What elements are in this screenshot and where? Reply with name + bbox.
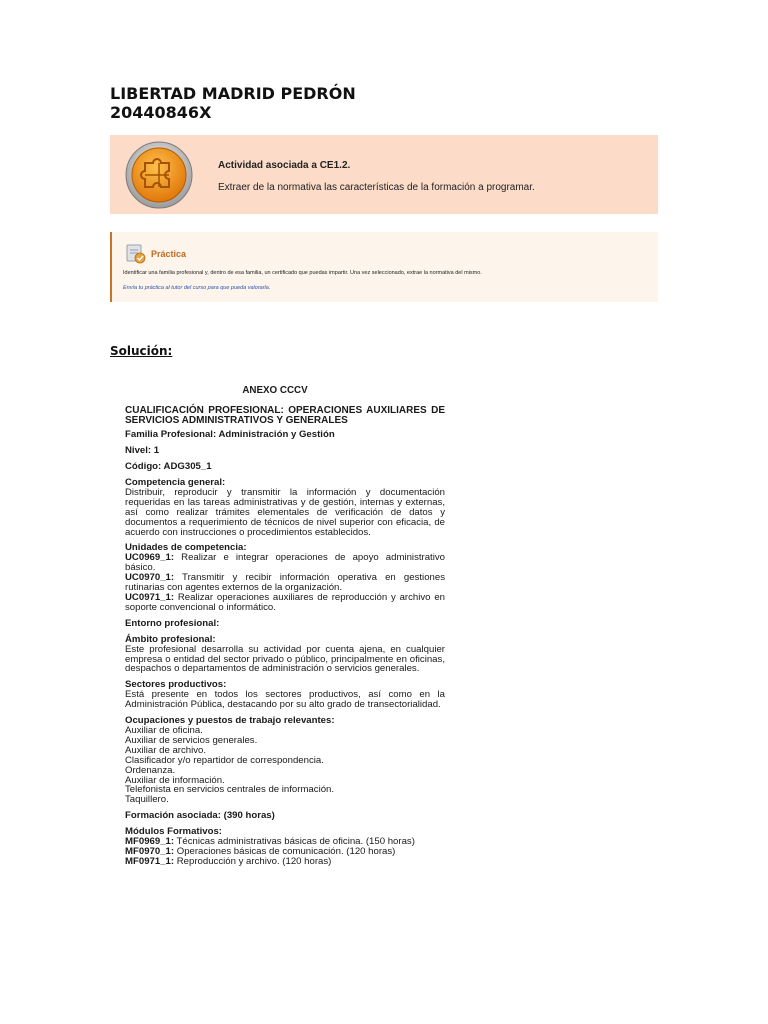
practice-check-icon [125,242,147,264]
occupation-item: Clasificador y/o repartidor de correspondencia. [125,754,324,766]
solution-heading: Solución: [110,344,173,358]
occupation-item: Auxiliar de oficina. [125,724,203,736]
unit-text: Transmitir y recibir información operativa en gestiones rutinarias con agentes externos de la organización. [125,572,445,594]
activity-title: Actividad asociada a CE1.2. [218,160,351,171]
sectors-text: Está presente en todos los sectores productivos, así como en la Administración Pública, destacando por su alto grado de transectorialidad. [125,689,445,711]
occupation-item: Auxiliar de archivo. [125,744,207,756]
training-hours: Formación asociada: (390 horas) [125,810,275,822]
modules-title: Módulos Formativos: [125,826,223,838]
occupation-item: Auxiliar de información. [125,774,225,786]
module-code: MF0969_1: [125,836,175,848]
unit-item [125,593,445,613]
unit-code: UC0971_1: [125,592,175,603]
module-text: Reproducción y archivo. (120 horas) [174,855,332,867]
unit-item [125,573,445,593]
practica-box [110,232,658,302]
student-id: 20440846X [110,103,212,122]
scope-title: Ámbito profesional: [125,633,216,645]
student-name: LIBERTAD MADRID PEDRÓN [110,84,356,103]
code-line: Código: ADG305_1 [125,461,212,473]
module-item [125,857,445,867]
unit-text: Realizar e integrar operaciones de apoyo administrativo básico. [125,552,445,574]
units-title: Unidades de competencia: [125,542,247,554]
level-line: Nivel: 1 [125,445,160,457]
activity-text: Extraer de la normativa las características de la formación a programar. [218,182,535,193]
unit-text: Realizar operaciones auxiliares de reproducción y archivo en soporte convencional o informático. [125,592,445,613]
unit-item [125,553,445,573]
module-text: Operaciones básicas de comunicación. (120 horas) [174,845,396,857]
module-text: Técnicas administrativas básicas de oficina. (150 horas) [174,836,415,848]
occupation-item: Ordenanza. [125,764,176,776]
annex-title: ANEXO CCCV [242,385,308,396]
sectors-title: Sectores productivos: [125,679,227,691]
occupations-title: Ocupaciones y puestos de trabajo relevantes: [125,715,335,727]
scope-text: Este profesional desarrolla su actividad por cuenta ajena, en cualquier empresa o entidad del sector privado o público, principalmente en oficinas, despachos o departamentos de administración o servicios generales. [125,643,445,675]
occupation-item: Telefonista en servicios centrales de información. [125,784,335,796]
occupation-item: Auxiliar de servicios generales. [125,734,258,746]
module-code: MF0970_1: [125,845,175,857]
activity-box [110,135,658,214]
occupation-item: Taquillero. [125,794,169,806]
competence-text: Distribuir, reproducir y transmitir la información y documentación requeridas en las tareas administrativas y de gestión, internas y externas, así como realizar trámites elementales de verificación de datos y documentos a requerimiento de técnicos de nivel superior con eficacia, de acuerdo con instrucciones o procedimientos establecidos. [125,486,445,538]
unit-code: UC0970_1: [125,572,175,584]
family-line: Familia Profesional: Administración y Gestión [125,429,335,441]
practica-text: Identificar una familia profesional y, dentro de esa familia, un certificado que puedas impartir. Una vez seleccionado, extrae la normativa del mismo. [123,270,482,276]
practica-link[interactable]: Envía tu práctica al tutor del curso para que pueda valorarla. [123,285,271,291]
puzzle-icon [125,141,193,209]
module-code: MF0971_1: [125,855,175,867]
practica-title: Práctica [151,249,187,259]
environment-title: Entorno profesional: [125,617,220,629]
qualification-title: CUALIFICACIÓN PROFESIONAL: OPERACIONES AUXILIARES DE SERVICIOS ADMINISTRATIVOS Y GENERALES [125,404,445,427]
student-header [110,84,356,122]
annex-scan [125,386,445,867]
competence-title: Competencia general: [125,477,226,489]
unit-code: UC0969_1: [125,552,175,564]
